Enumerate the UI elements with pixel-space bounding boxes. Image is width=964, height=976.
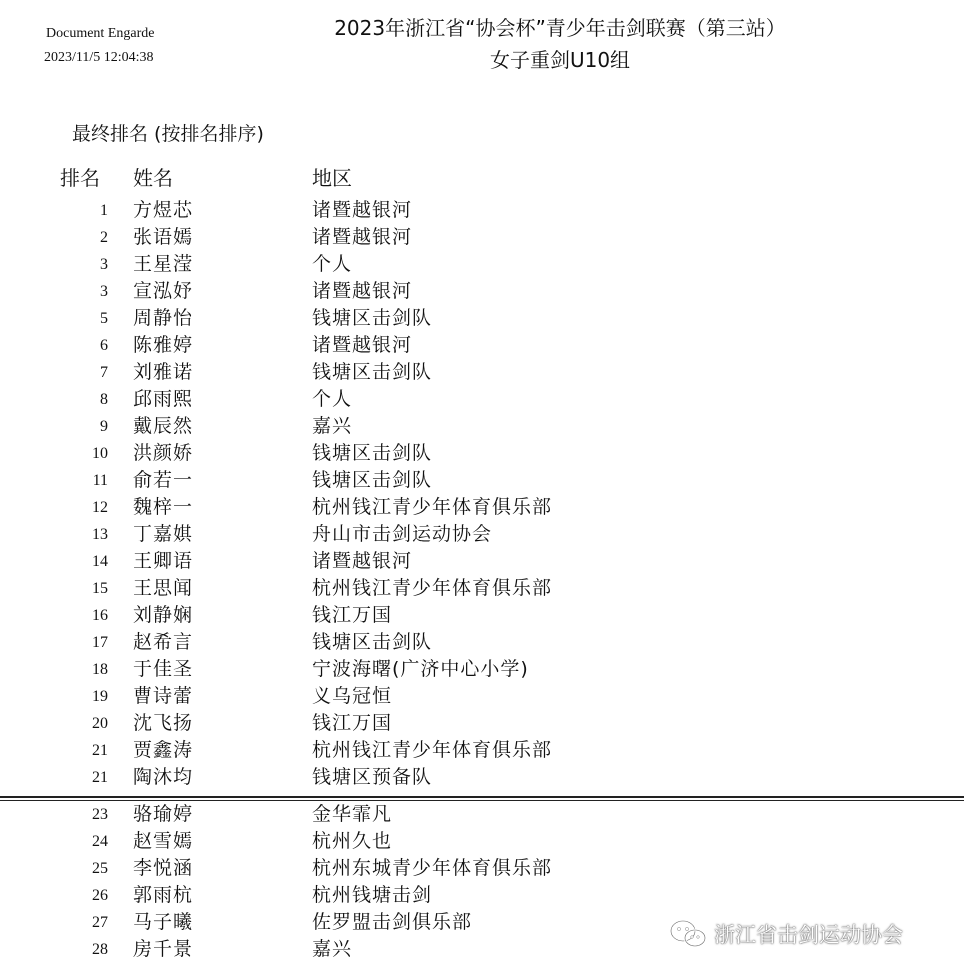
region-cell: 杭州东城青少年体育俱乐部 bbox=[312, 857, 553, 879]
region-cell: 舟山市击剑运动协会 bbox=[312, 523, 493, 545]
table-row bbox=[0, 828, 964, 855]
table-row bbox=[0, 764, 964, 791]
column-header-region: 地区 bbox=[312, 166, 352, 190]
region-cell: 钱塘区击剑队 bbox=[312, 442, 433, 464]
region-cell: 个人 bbox=[312, 388, 353, 410]
name-cell: 王星滢 bbox=[133, 253, 194, 275]
name-cell: 沈飞扬 bbox=[133, 712, 194, 734]
rank-cell: 2 bbox=[100, 229, 108, 246]
name-cell: 魏梓一 bbox=[133, 496, 194, 518]
name-cell: 赵雪嫣 bbox=[133, 830, 194, 852]
table-row bbox=[0, 575, 964, 602]
table-row bbox=[0, 197, 964, 224]
rank-cell: 14 bbox=[92, 553, 108, 570]
name-cell: 陶沐均 bbox=[133, 766, 194, 788]
region-cell: 诸暨越银河 bbox=[312, 550, 413, 572]
table-row bbox=[0, 359, 964, 386]
rank-cell: 12 bbox=[92, 499, 108, 516]
table-row bbox=[0, 656, 964, 683]
region-cell: 钱塘区击剑队 bbox=[312, 307, 433, 329]
name-cell: 赵希言 bbox=[133, 631, 194, 653]
region-cell: 杭州钱江青少年体育俱乐部 bbox=[312, 577, 553, 599]
wechat-icon bbox=[668, 918, 708, 950]
name-cell: 李悦涵 bbox=[133, 857, 194, 879]
rank-cell: 23 bbox=[92, 806, 108, 823]
name-cell: 于佳圣 bbox=[133, 658, 194, 680]
rank-cell: 3 bbox=[100, 283, 108, 300]
rank-cell: 16 bbox=[92, 607, 108, 624]
region-cell: 钱江万国 bbox=[312, 604, 393, 626]
name-cell: 房千景 bbox=[133, 938, 194, 960]
rank-cell: 15 bbox=[92, 580, 108, 597]
name-cell: 洪颜娇 bbox=[133, 442, 194, 464]
rank-cell: 5 bbox=[100, 310, 108, 327]
rank-cell: 21 bbox=[92, 769, 108, 786]
region-cell: 钱塘区击剑队 bbox=[312, 469, 433, 491]
region-cell: 嘉兴 bbox=[312, 415, 353, 437]
name-cell: 戴辰然 bbox=[133, 415, 194, 437]
table-row bbox=[0, 494, 964, 521]
rank-cell: 26 bbox=[92, 887, 108, 904]
watermark bbox=[668, 916, 903, 952]
table-row bbox=[0, 548, 964, 575]
region-cell: 诸暨越银河 bbox=[312, 334, 413, 356]
name-cell: 宣泓妤 bbox=[133, 280, 194, 302]
rank-cell: 13 bbox=[92, 526, 108, 543]
table-row bbox=[0, 801, 964, 828]
column-header-rank: 排名 bbox=[60, 166, 100, 190]
rank-cell: 7 bbox=[100, 364, 108, 381]
name-cell: 张语嫣 bbox=[133, 226, 194, 248]
table-row bbox=[0, 332, 964, 359]
region-cell: 个人 bbox=[312, 253, 353, 275]
rank-cell: 19 bbox=[92, 688, 108, 705]
rank-cell: 9 bbox=[100, 418, 108, 435]
region-cell: 钱江万国 bbox=[312, 712, 393, 734]
rank-cell: 27 bbox=[92, 914, 108, 931]
region-cell: 杭州久也 bbox=[312, 830, 393, 852]
name-cell: 刘雅诺 bbox=[133, 361, 194, 383]
region-cell: 嘉兴 bbox=[312, 938, 353, 960]
region-cell: 义乌冠恒 bbox=[312, 685, 393, 707]
table-header bbox=[0, 163, 964, 193]
name-cell: 刘静娴 bbox=[133, 604, 194, 626]
region-cell: 诸暨越银河 bbox=[312, 199, 413, 221]
watermark-text: 浙江省击剑运动协会 bbox=[714, 923, 903, 947]
table-row bbox=[0, 278, 964, 305]
name-cell: 王卿语 bbox=[133, 550, 194, 572]
name-cell: 王思闻 bbox=[133, 577, 194, 599]
rank-cell: 25 bbox=[92, 860, 108, 877]
table-row bbox=[0, 521, 964, 548]
name-cell: 马子曦 bbox=[133, 911, 194, 933]
rank-cell: 20 bbox=[92, 715, 108, 732]
section-title: 最终排名 (按排名排序) bbox=[72, 123, 264, 145]
name-cell: 郭雨杭 bbox=[133, 884, 194, 906]
table-row bbox=[0, 386, 964, 413]
name-cell: 骆瑜婷 bbox=[133, 803, 194, 825]
app-name: Document Engarde bbox=[46, 26, 155, 41]
region-cell: 杭州钱江青少年体育俱乐部 bbox=[312, 496, 553, 518]
rank-cell: 24 bbox=[92, 833, 108, 850]
table-row bbox=[0, 737, 964, 764]
table-row bbox=[0, 467, 964, 494]
region-cell: 钱塘区击剑队 bbox=[312, 631, 433, 653]
rank-cell: 10 bbox=[92, 445, 108, 462]
rank-cell: 3 bbox=[100, 256, 108, 273]
name-cell: 俞若一 bbox=[133, 469, 194, 491]
rank-cell: 8 bbox=[100, 391, 108, 408]
region-cell: 诸暨越银河 bbox=[312, 280, 413, 302]
region-cell: 诸暨越银河 bbox=[312, 226, 413, 248]
table-row bbox=[0, 683, 964, 710]
region-cell: 佐罗盟击剑俱乐部 bbox=[312, 911, 473, 933]
document-meta bbox=[44, 22, 154, 70]
cut-line-divider bbox=[0, 796, 964, 801]
table-row bbox=[0, 224, 964, 251]
timestamp: 2023/11/5 12:04:38 bbox=[44, 50, 154, 65]
name-cell: 曹诗蕾 bbox=[133, 685, 194, 707]
name-cell: 邱雨熙 bbox=[133, 388, 194, 410]
region-cell: 杭州钱江青少年体育俱乐部 bbox=[312, 739, 553, 761]
rank-cell: 17 bbox=[92, 634, 108, 651]
page-title: 2023年浙江省“协会杯”青少年击剑联赛（第三站） bbox=[334, 16, 786, 40]
table-row bbox=[0, 413, 964, 440]
name-cell: 丁嘉娸 bbox=[133, 523, 194, 545]
rank-cell: 6 bbox=[100, 337, 108, 354]
rank-cell: 11 bbox=[92, 472, 108, 489]
rank-cell: 28 bbox=[92, 941, 108, 958]
table-row bbox=[0, 855, 964, 882]
rank-cell: 21 bbox=[92, 742, 108, 759]
name-cell: 周静怡 bbox=[133, 307, 194, 329]
rank-cell: 18 bbox=[92, 661, 108, 678]
table-row bbox=[0, 710, 964, 737]
table-row bbox=[0, 629, 964, 656]
region-cell: 金华霏凡 bbox=[312, 803, 393, 825]
region-cell: 宁波海曙(广济中心小学) bbox=[312, 658, 529, 680]
page-subtitle: 女子重剑U10组 bbox=[489, 48, 631, 72]
table-row bbox=[0, 440, 964, 467]
name-cell: 方煜芯 bbox=[133, 199, 194, 221]
rank-cell: 1 bbox=[100, 202, 108, 219]
table-row bbox=[0, 602, 964, 629]
table-row bbox=[0, 251, 964, 278]
name-cell: 贾鑫涛 bbox=[133, 739, 194, 761]
region-cell: 钱塘区预备队 bbox=[312, 766, 433, 788]
column-header-name: 姓名 bbox=[133, 166, 173, 190]
name-cell: 陈雅婷 bbox=[133, 334, 194, 356]
region-cell: 钱塘区击剑队 bbox=[312, 361, 433, 383]
table-row bbox=[0, 305, 964, 332]
region-cell: 杭州钱塘击剑 bbox=[312, 884, 433, 906]
table-row bbox=[0, 882, 964, 909]
